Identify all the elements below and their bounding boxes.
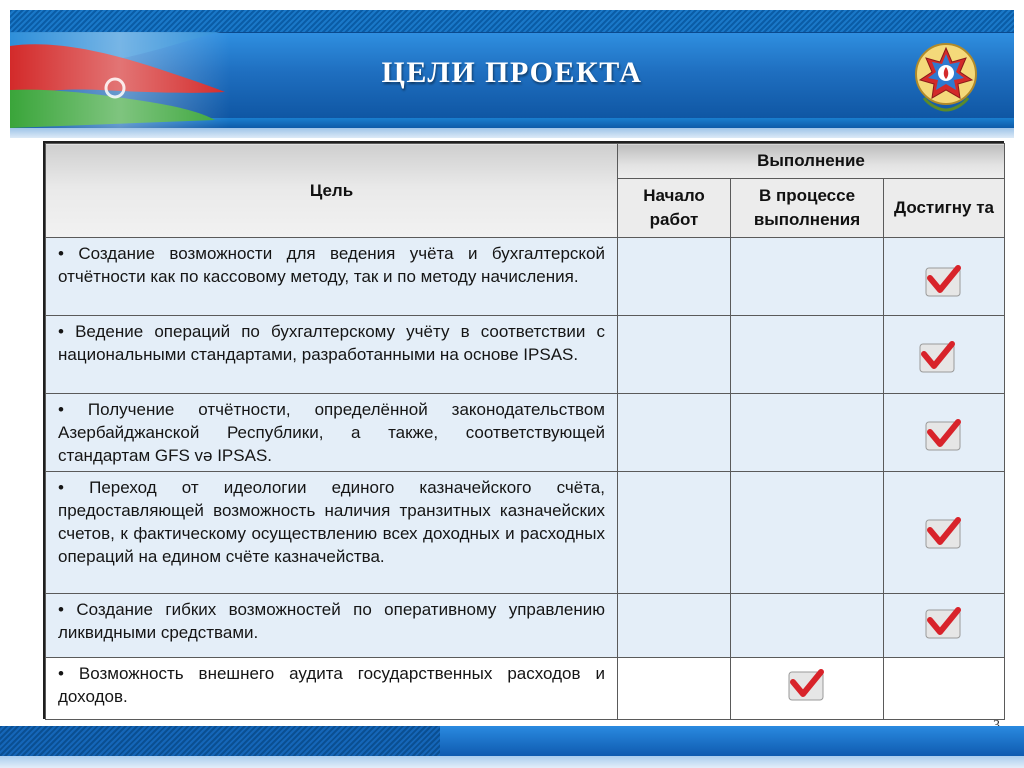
header-goal: Цель: [46, 144, 618, 238]
table-row: [46, 316, 1005, 394]
footer-bar: [0, 726, 1024, 756]
table-row: [46, 394, 1005, 472]
table-row: [46, 658, 1005, 720]
status-in-progress-cell: [731, 316, 884, 394]
goal-text: • Ведение операций по бухгалтерскому учёту в соответствии с национальными стандартами, разработанными на основе IPSAS.: [46, 316, 618, 394]
status-in-progress-cell: [731, 394, 884, 472]
top-decorative-stripe: [10, 10, 1014, 32]
status-in-progress-cell: [731, 658, 884, 720]
goal-text: • Получение отчётности, определённой законодательством Азербайджанской Республики, а также, соответствующей стандартам GFS və IPSAS.: [46, 394, 618, 472]
check-mark-icon: [924, 606, 962, 640]
table-row: [46, 238, 1005, 316]
status-achieved-cell: [884, 594, 1005, 658]
check-mark-icon: [787, 668, 825, 702]
status-achieved-cell: [884, 472, 1005, 594]
status-in-progress-cell: [731, 594, 884, 658]
status-start-cell: [618, 238, 731, 316]
header-start: Начало работ: [618, 179, 731, 238]
status-start-cell: [618, 658, 731, 720]
status-achieved-cell: [884, 394, 1005, 472]
status-start-cell: [618, 472, 731, 594]
status-start-cell: [618, 594, 731, 658]
status-in-progress-cell: [731, 472, 884, 594]
state-emblem-icon: [914, 40, 978, 112]
goal-text: • Создание гибких возможностей по оперативному управлению ликвидными средствами.: [46, 594, 618, 658]
status-start-cell: [618, 316, 731, 394]
check-mark-icon: [918, 340, 956, 374]
table-row: [46, 594, 1005, 658]
check-mark-icon: [924, 516, 962, 550]
page-title: ЦЕЛИ ПРОЕКТА: [381, 56, 643, 89]
header-execution: Выполнение: [618, 144, 1005, 179]
header-sub-band: [10, 128, 1014, 138]
goal-text: • Возможность внешнего аудита государственных расходов и доходов.: [46, 658, 618, 720]
goal-text: • Переход от идеологии единого казначейского счёта, предоставляющей возможность наличия транзитных казначейских счетов, к фактическому осуществлению всех доходных и расходных операций на едином счёте казначейства.: [46, 472, 618, 594]
status-achieved-cell: [884, 316, 1005, 394]
status-achieved-cell: [884, 658, 1005, 720]
status-in-progress-cell: [731, 238, 884, 316]
header-achieved: Достигну та: [884, 179, 1005, 238]
check-mark-icon: [924, 418, 962, 452]
table-row: [46, 472, 1005, 594]
footer-line: [0, 756, 1024, 768]
header-in-progress: В процессе выполнения: [731, 179, 884, 238]
status-achieved-cell: [884, 238, 1005, 316]
goals-table: [43, 141, 1004, 719]
goal-text: • Создание возможности для ведения учёта и бухгалтерской отчётности как по кассовому методу, так и по методу начисления.: [46, 238, 618, 316]
check-mark-icon: [924, 264, 962, 298]
status-start-cell: [618, 394, 731, 472]
